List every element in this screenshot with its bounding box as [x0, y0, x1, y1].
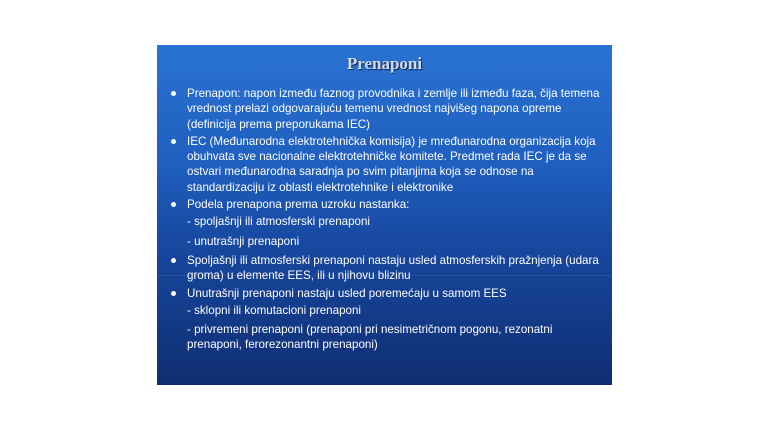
bullet-dot-icon [171, 91, 176, 96]
bullet-text: Podela prenapona prema uzroku nastanka: [187, 198, 410, 212]
slide-content [169, 86, 601, 357]
bullet-text: Spoljašnji ili atmosferski prenaponi nastaju usled atmosferskih pražnjenja (udara groma) u elemente EES, ili u njihovu blizinu [187, 253, 599, 283]
sub-item-internal: - unutrašnji prenaponi [187, 234, 300, 248]
sub-item-external: - spoljašnji ili atmosferski prenaponi [187, 215, 371, 229]
bullet-text: Prenapon: napon između faznog provodnika i zemlje ili između faza, čija temena vrednost prelazi odgovarajuću temenu vrednost najvišeg napona opreme (definicija prema preporukama IEC) [187, 87, 600, 131]
sub-item-temporary: - privremeni prenaponi (prenaponi pri nesimetričnom pogonu, rezonatni prenaponi, ferorezonantni prenaponi) [187, 323, 553, 352]
bullet-item-atmospheric [169, 253, 601, 284]
bullet-text: IEC (Međunarodna elektrotehnička komisija) je mređunarodna organizacija koja obuhvata sve nacionalne elektrotehničke komitete. Predmet rada IEC je da se ostvari međunarodna saradnja po svim pitanjima koja se odnose na standardizaciju iz oblasti elektrotehnike i elektronike [187, 134, 596, 194]
bullet-item-classification [169, 197, 601, 212]
bullet-dot-icon [171, 202, 176, 207]
bullet-item-iec [169, 134, 601, 195]
bullet-item-definition [169, 86, 601, 132]
bullet-item-internal-cause [169, 286, 601, 301]
sub-item-switching: - sklopni ili komutacioni prenaponi [187, 303, 361, 317]
bullet-dot-icon [171, 291, 176, 296]
slide-title: Prenaponi [346, 54, 423, 73]
bullet-text: Unutrašnji prenaponi nastaju usled poremećaju u samom EES [187, 286, 507, 300]
presentation-slide [157, 45, 612, 385]
bullet-dot-icon [171, 139, 176, 144]
bullet-dot-icon [171, 258, 176, 263]
